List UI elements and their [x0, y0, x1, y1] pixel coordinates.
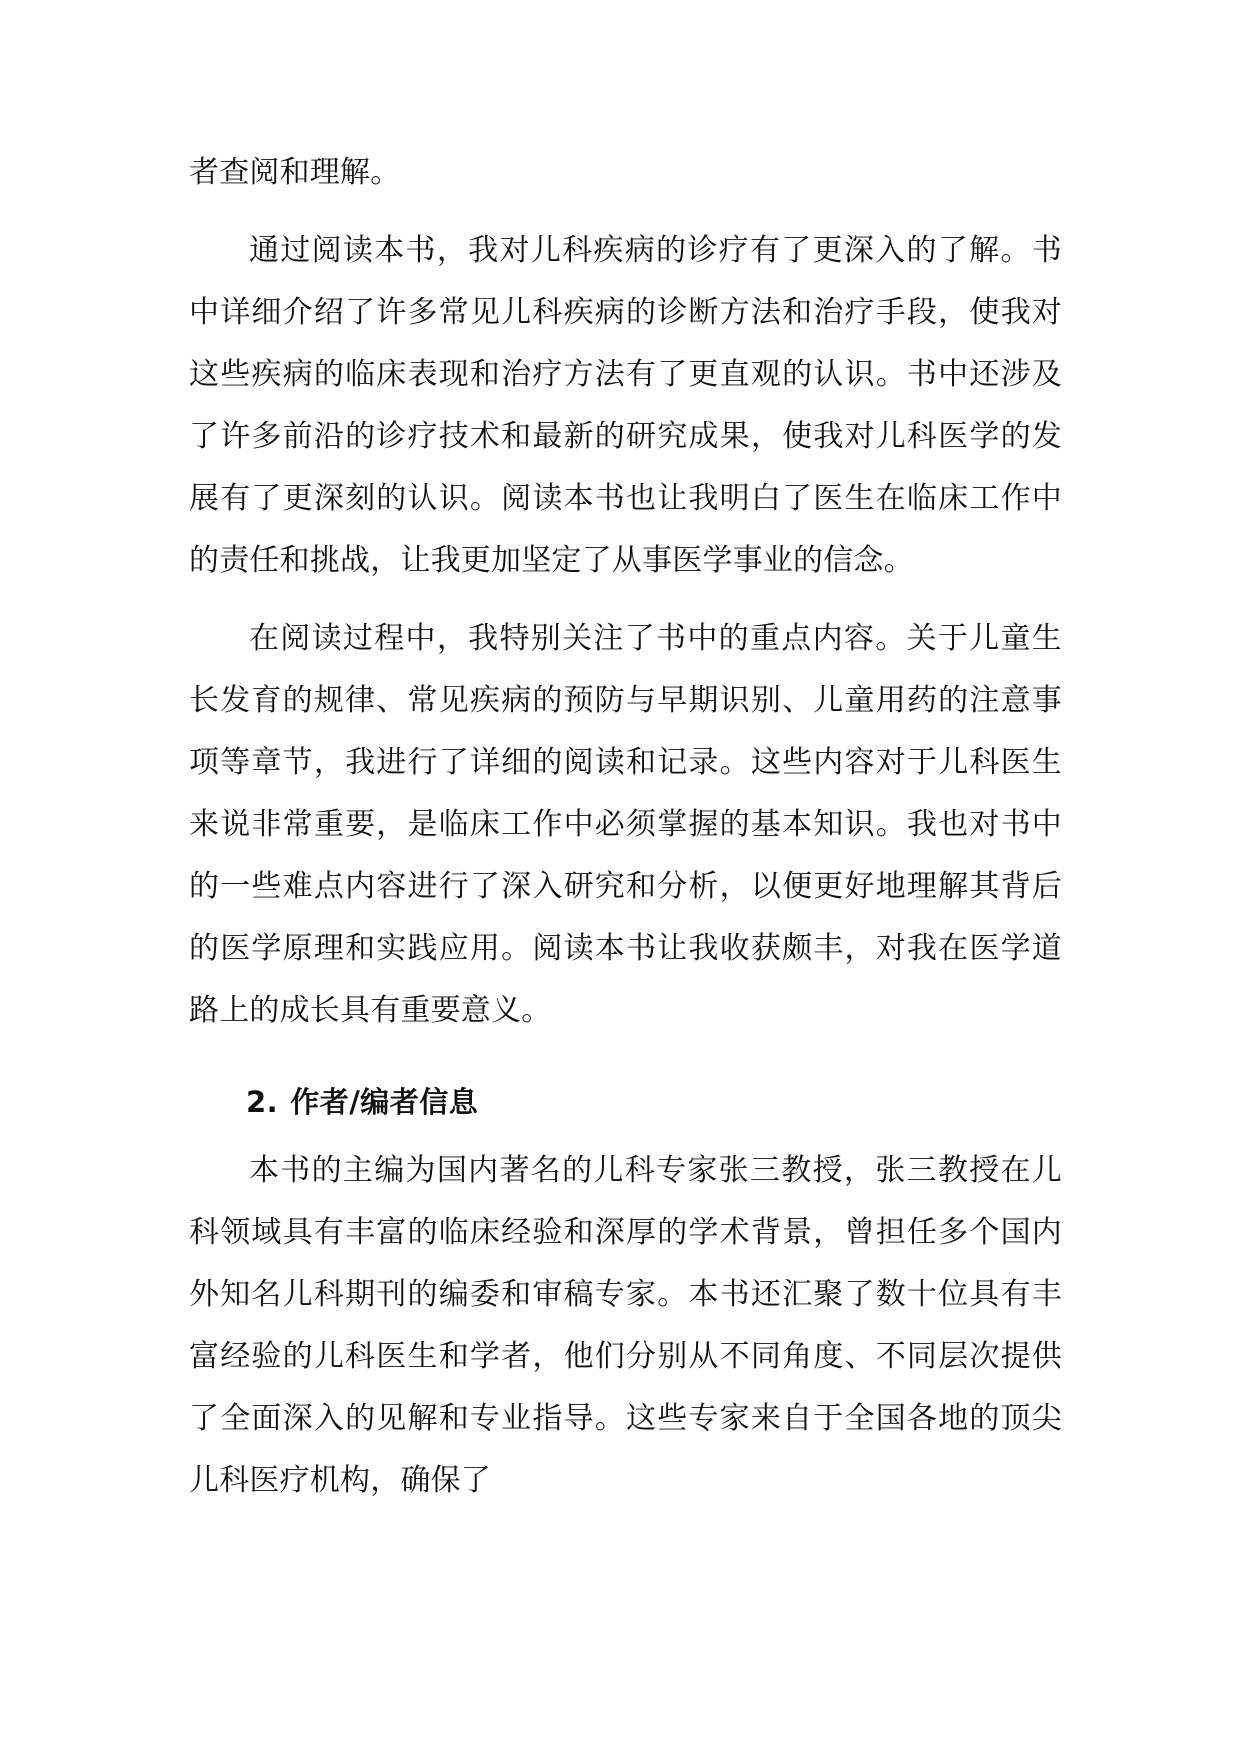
section-title: 作者/编者信息 [290, 1085, 479, 1119]
section-heading [189, 1076, 1062, 1128]
document-body [189, 142, 1062, 1512]
author-info-paragraph: 本书的主编为国内著名的儿科专家张三教授，张三教授在儿科领域具有丰富的临床经验和深厚的学术背景，曾担任多个国内外知名儿科期刊的编委和审稿专家。本书还汇聚了数十位具有丰富经验的儿科医生和学者，他们分别从不同角度、不同层次提供了全面深入的见解和专业指导。这些专家来自于全国各地的顶尖儿科医疗机构，确保了 [189, 1153, 1062, 1498]
key-content-paragraph: 在阅读过程中，我特别关注了书中的重点内容。关于儿童生长发育的规律、常见疾病的预防与早期识别、儿童用药的注意事项等章节，我进行了详细的阅读和记录。这些内容对于儿科医生来说非常重要，是临床工作中必须掌握的基本知识。我也对书中的一些难点内容进行了深入研究和分析，以便更好地理解其背后的医学原理和实践应用。阅读本书让我收获颇丰，对我在医学道路上的成长具有重要意义。 [189, 621, 1062, 1028]
section-number: 2. [246, 1085, 279, 1119]
continuation-paragraph: 者查阅和理解。 [189, 155, 401, 190]
reading-experience-paragraph: 通过阅读本书，我对儿科疾病的诊疗有了更深入的了解。书中详细介绍了许多常见儿科疾病的诊断方法和治疗手段，使我对这些疾病的临床表现和治疗方法有了更直观的认识。书中还涉及了许多前沿的诊疗技术和最新的研究成果，使我对儿科医学的发展有了更深刻的认识。阅读本书也让我明白了医生在临床工作中的责任和挑战，让我更加坚定了从事医学事业的信念。 [189, 233, 1062, 578]
